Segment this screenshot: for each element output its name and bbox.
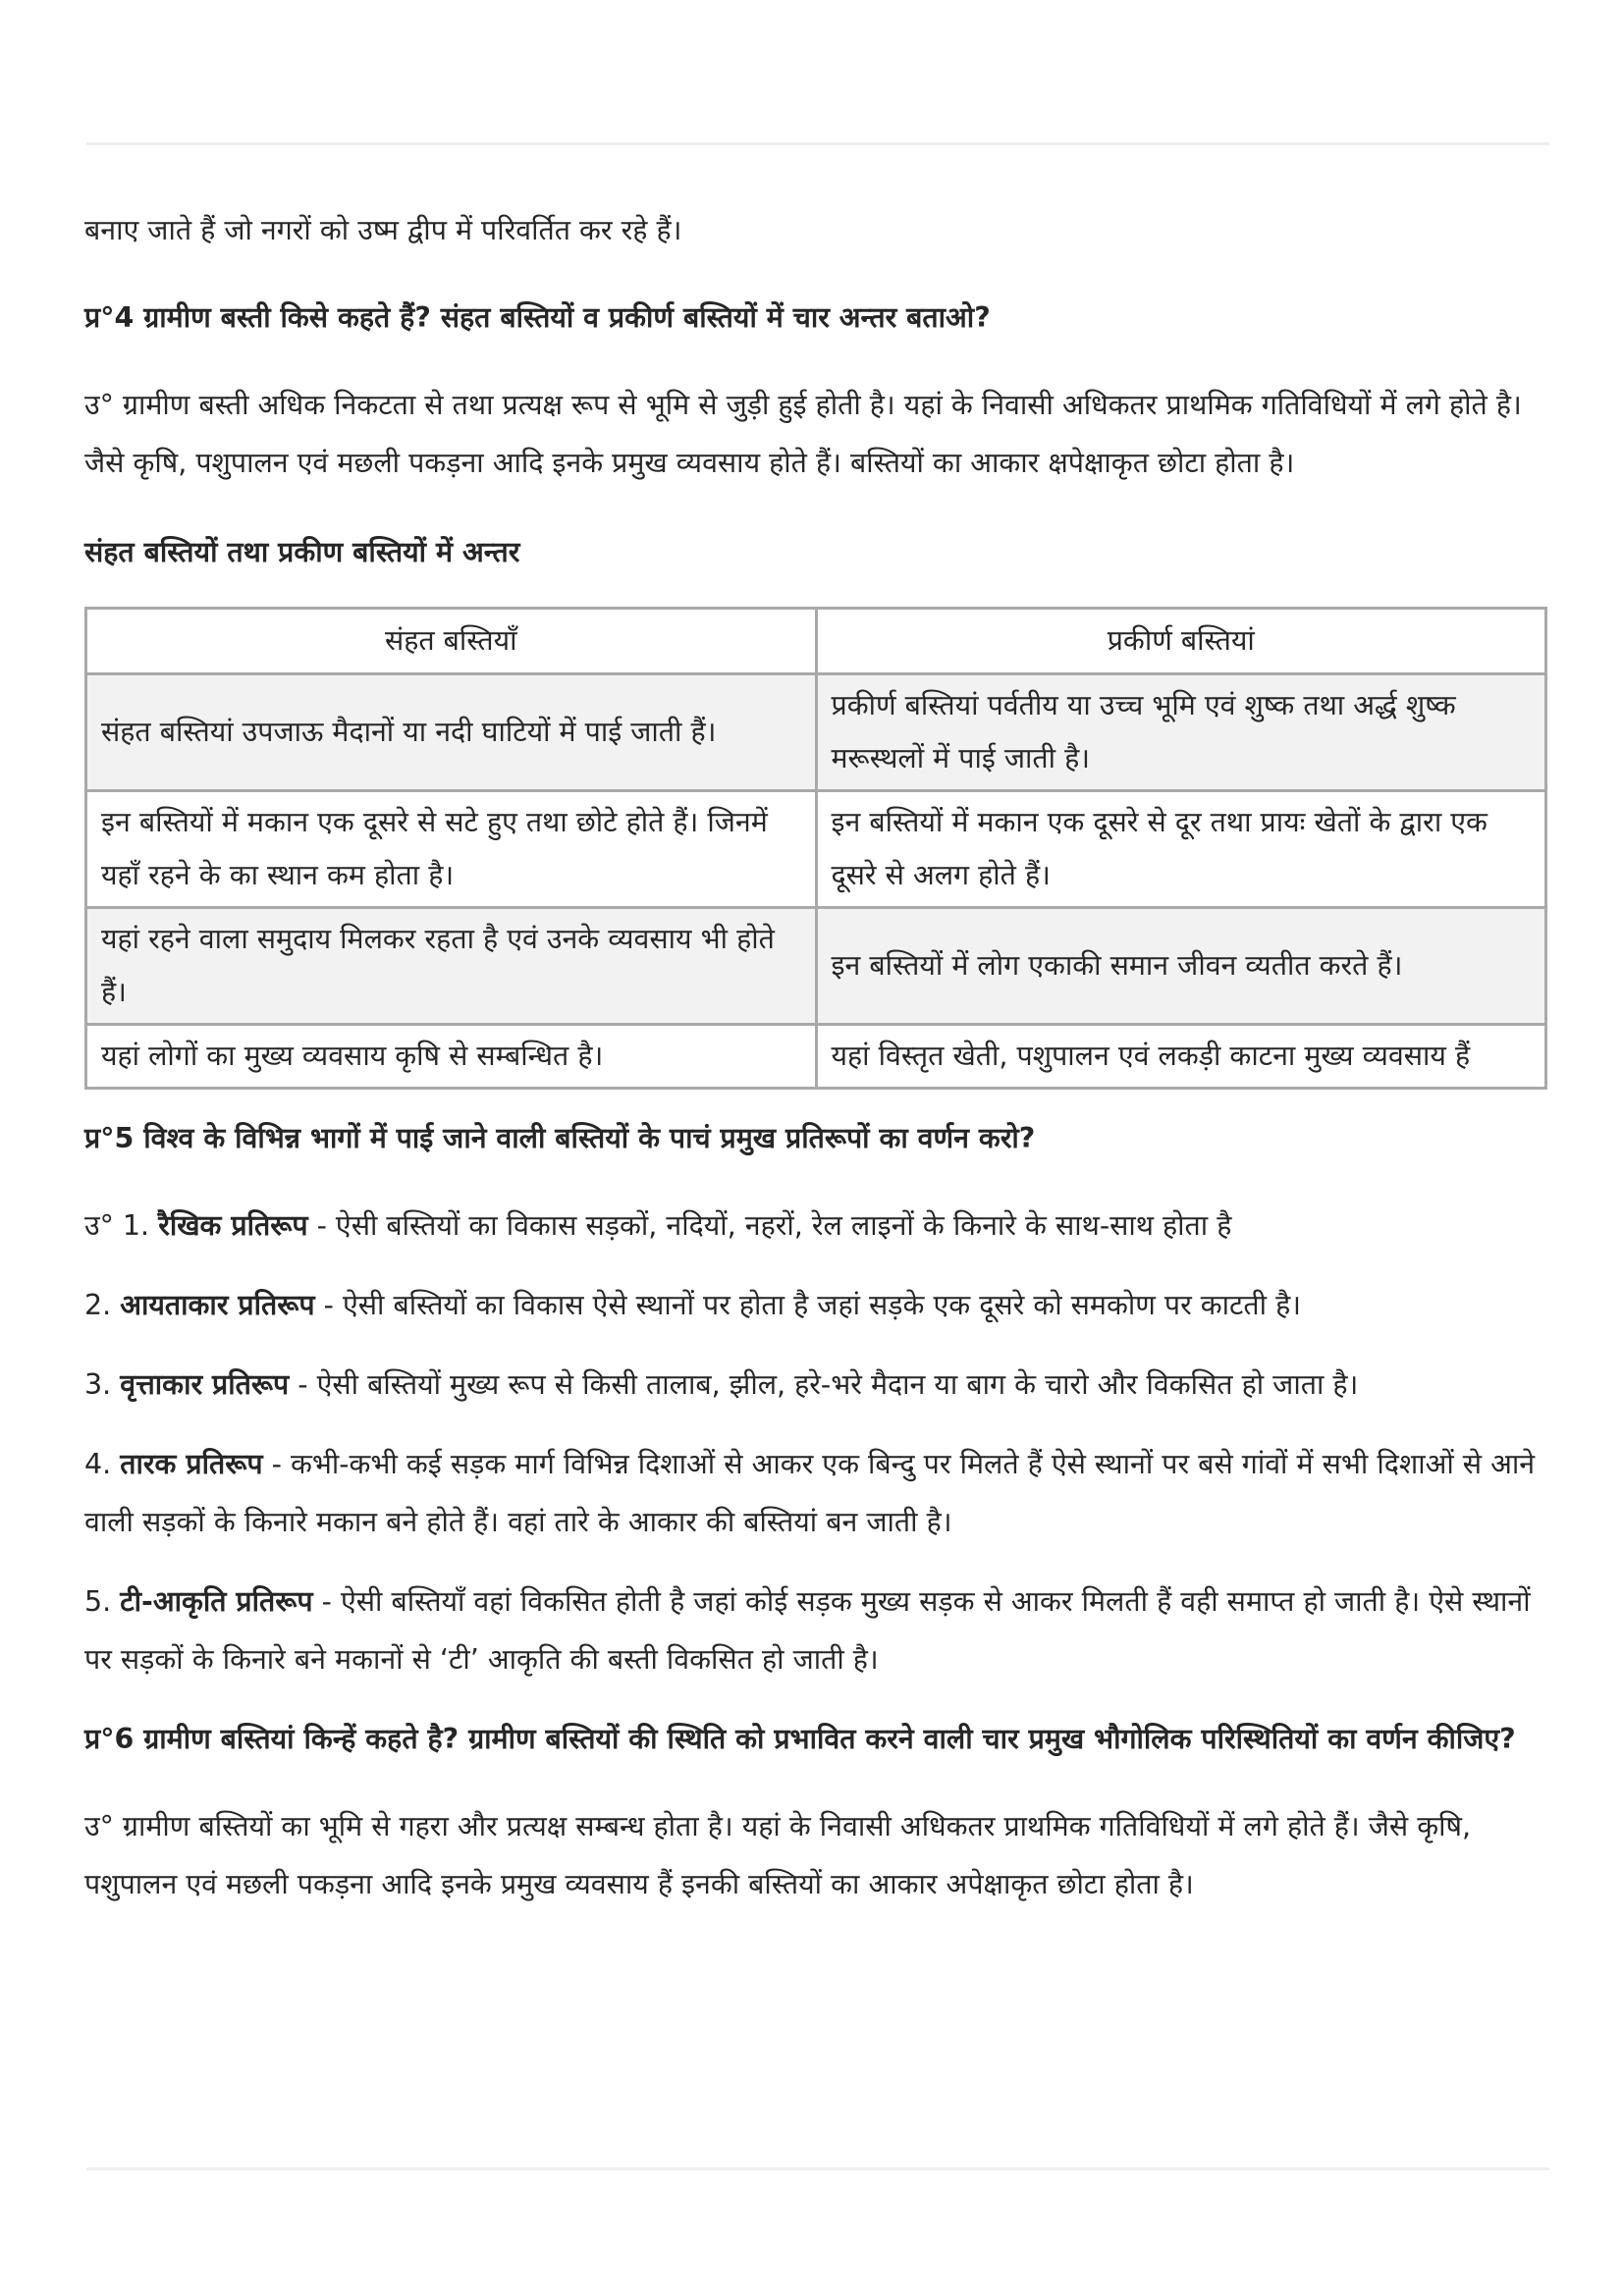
table-row — [86, 674, 1546, 791]
table-cell: इन बस्तियों में मकान एक दूसरे से सटे हुए तथा छोटे होते हैं। जिनमें यहाँ रहने के का स्थान कम होता है। — [86, 791, 817, 908]
pattern-description: - ऐसी बस्तियों मुख्य रूप से किसी तालाब, झील, हरे-भरे मैदान या बाग के चारो और विकसित हो जाता है। — [289, 1368, 1359, 1401]
pattern-number: 3. — [84, 1368, 121, 1401]
table-cell: यहां विस्तृत खेती, पशुपालन एवं लकड़ी काटना मुख्य व्यवसाय हैं — [816, 1025, 1546, 1089]
comparison-table — [84, 607, 1547, 1090]
pattern-t-shaped — [84, 1573, 1549, 1688]
pattern-description: - ऐसी बस्तियों का विकास ऐसे स्थानों पर होता है जहां सड़के एक दूसरे को समकोण पर काटती है। — [314, 1289, 1302, 1321]
header-compact-settlements: संहत बस्तियाँ — [86, 609, 817, 674]
pattern-linear — [84, 1197, 1549, 1255]
pattern-term: आयताकार प्रतिरूप — [120, 1289, 315, 1321]
pattern-description: - ऐसी बस्तियाँ वहां विकसित होती है जहां कोई सड़क मुख्य सड़क से आकर मिलती हैं वही समाप्त हो जाती है। ऐसे स्थानों पर सड़कों के किनारे बने मकानों से ‘टी’ आकृति की बस्ती विकसित हो जाती है। — [84, 1585, 1531, 1676]
pattern-description: - ऐसी बस्तियों का विकास सड़कों, नदियों, नहरों, रेल लाइनों के किनारे के साथ-साथ होता है — [307, 1209, 1232, 1242]
table-row — [86, 1025, 1546, 1089]
table-heading: संहत बस्तियों तथा प्रकीण बस्तियों में अन्तर — [84, 536, 520, 568]
pattern-description: - कभी-कभी कई सड़क मार्ग विभिन्न दिशाओं से आकर एक बिन्दु पर मिलते हैं ऐसे स्थानों पर बसे गांवों में सभी दिशाओं से आने वाली सड़कों के किनारे मकान बने होते हैं। वहां तारे के आकार की बस्तियां बन जाती है। — [84, 1448, 1536, 1538]
pattern-number: 2. — [84, 1289, 121, 1321]
answer-4: उ° ग्रामीण बस्ती अधिक निकटता से तथा प्रत्यक्ष रूप से भूमि से जुड़ी हुई होती है। यहां के निवासी अधिकतर प्राथमिक गतिविधियों में लगे होते है। जैसे कृषि, पशुपालन एवं मछली पकड़ना आदि इनके प्रमुख व्यवसाय होते हैं। बस्तियों का आकार क्षपेक्षाकृत छोटा होता है। — [84, 389, 1522, 479]
pattern-term: तारक प्रतिरूप — [120, 1448, 263, 1480]
top-divider — [86, 142, 1549, 145]
pattern-number: 4. — [84, 1448, 121, 1480]
document-body — [84, 201, 1549, 1945]
pattern-term: टी-आकृति प्रतिरूप — [120, 1585, 313, 1618]
table-cell: यहां लोगों का मुख्य व्यवसाय कृषि से सम्बन्धित है। — [86, 1025, 817, 1089]
pattern-number: 5. — [84, 1585, 121, 1618]
table-row — [86, 791, 1546, 908]
answer-6: उ° ग्रामीण बस्तियों का भूमि से गहरा और प्रत्यक्ष सम्बन्ध होता है। यहां के निवासी अधिकतर प्राथमिक गतिविधियों में लगे होते हैं। जैसे कृषि, पशुपालन एवं मछली पकड़ना आदि इनके प्रमुख व्यवसाय हैं इनकी बस्तियों का आकार अपेक्षाकृत छोटा होता है। — [84, 1810, 1472, 1900]
table-header-row — [86, 609, 1546, 674]
question-5: प्र°5 विश्व के विभिन्न भागों में पाई जाने वाली बस्तियों के पाचं प्रमुख प्रतिरूपों का वर्णन करो? — [84, 1122, 1036, 1154]
pattern-term: वृत्ताकार प्रतिरूप — [120, 1368, 290, 1401]
question-4: प्र°4 ग्रामीण बस्ती किसे कहते हैं? संहत बस्तियों व प्रकीर्ण बस्तियों में चार अन्तर बताओ? — [84, 301, 991, 334]
table-row — [86, 908, 1546, 1025]
pattern-number: उ° 1. — [84, 1209, 159, 1242]
table-cell: यहां रहने वाला समुदाय मिलकर रहता है एवं उनके व्यवसाय भी होते हैं। — [86, 908, 817, 1025]
pattern-rectangular — [84, 1276, 1549, 1334]
pattern-circular — [84, 1356, 1549, 1414]
pattern-star — [84, 1435, 1549, 1551]
question-6: प्र°6 ग्रामीण बस्तियां किन्हें कहते है? ग्रामीण बस्तियों की स्थिति को प्रभावित करने वाली चार प्रमुख भौगोलिक परिस्थितियों का वर्णन कीजिए? — [84, 1723, 1516, 1755]
bottom-divider — [86, 2167, 1549, 2170]
table-cell: इन बस्तियों में लोग एकाकी समान जीवन व्यतीत करते हैं। — [816, 908, 1546, 1025]
table-cell: प्रकीर्ण बस्तियां पर्वतीय या उच्च भूमि एवं शुष्क तथा अर्द्ध शुष्क मरूस्थलों में पाई जाती है। — [816, 674, 1546, 791]
intro-fragment: बनाए जाते हैं जो नगरों को उष्म द्वीप में परिवर्तित कर रहे हैं। — [84, 214, 682, 246]
table-cell: इन बस्तियों में मकान एक दूसरे से दूर तथा प्रायः खेतों के द्वारा एक दूसरे से अलग होते हैं। — [816, 791, 1546, 908]
pattern-term: रैखिक प्रतिरूप — [158, 1209, 308, 1242]
header-dispersed-settlements: प्रकीर्ण बस्तियां — [816, 609, 1546, 674]
table-cell: संहत बस्तियां उपजाऊ मैदानों या नदी घाटियों में पाई जाती हैं। — [86, 674, 817, 791]
